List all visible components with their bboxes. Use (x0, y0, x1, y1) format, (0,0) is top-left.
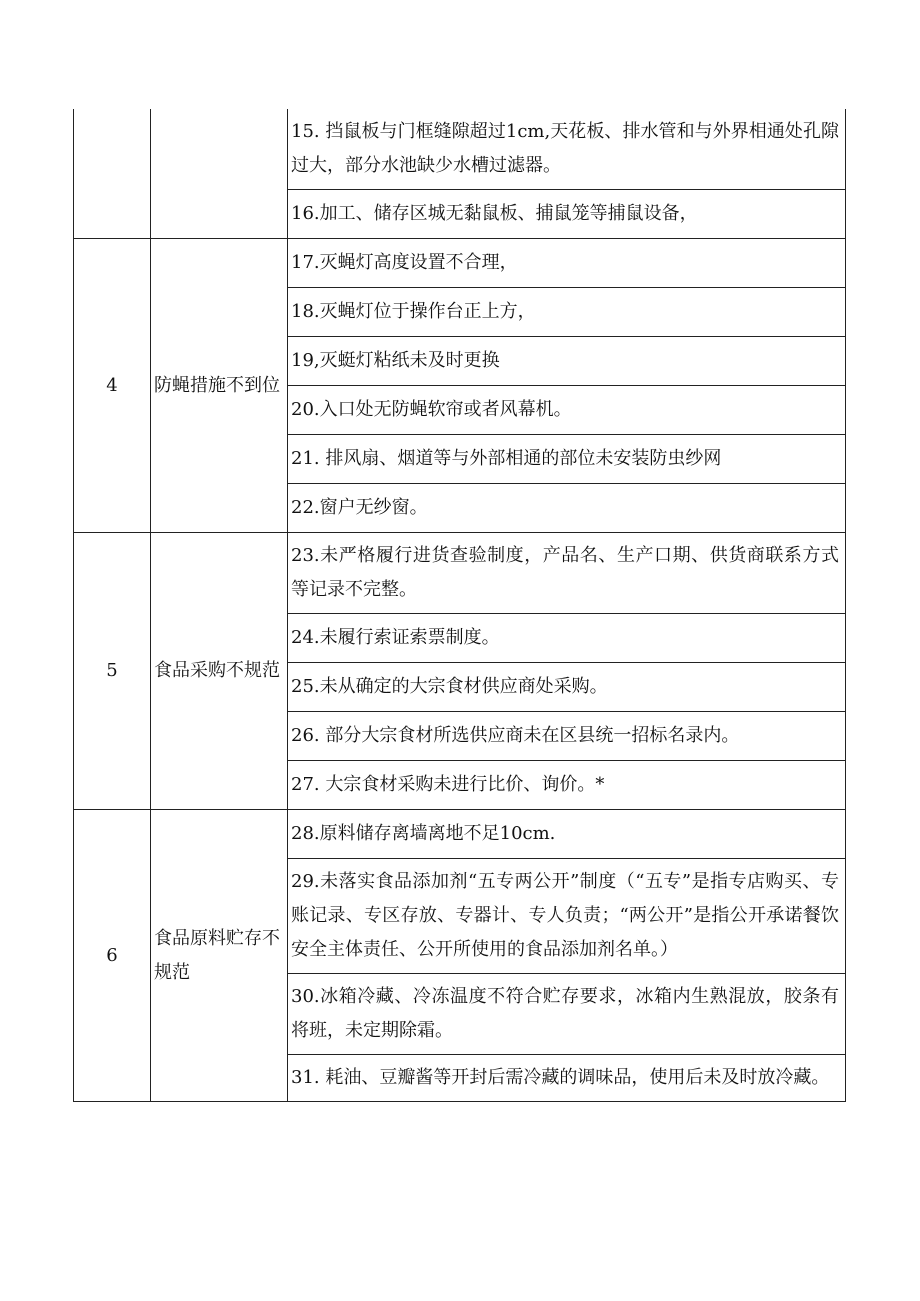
table-row (74, 810, 846, 859)
item-cell: 28.原料储存离墙离地不足10cm. (288, 810, 846, 859)
item-cell: 16.加工、储存区城无黏鼠板、捕鼠笼等捕鼠设备， (288, 190, 846, 239)
inspection-table (73, 109, 846, 1102)
row-number (74, 109, 151, 239)
item-cell: 25.未从确定的大宗食材供应商处采购。 (288, 663, 846, 712)
category-cell (151, 109, 288, 239)
row-number: 6 (74, 810, 151, 1102)
row-number: 4 (74, 239, 151, 533)
item-cell: 18.灭蝇灯位于操作台正上方， (288, 288, 846, 337)
item-cell: 26. 部分大宗食材所选供应商未在区县统一招标名录内。 (288, 712, 846, 761)
item-cell: 27. 大宗食材采购未进行比价、询价。* (288, 761, 846, 810)
table-row (74, 239, 846, 288)
item-cell: 29.未落实食品添加剂“五专两公开”制度（“五专”是指专店购买、专账记录、专区存放、专器计、专人负责；“两公开”是指公开承诺餐饮安全主体责任、公开所使用的食品添加剂名单。） (288, 859, 846, 974)
item-cell: 21. 排风扇、烟道等与外部相通的部位未安装防虫纱网 (288, 435, 846, 484)
item-cell: 15. 挡鼠板与门框缝隙超过1cm,天花板、排水管和与外界相通处孔隙过大，部分水池缺少水槽过滤器。 (288, 109, 846, 190)
category-cell: 食品原料贮存不规范 (151, 810, 288, 1102)
row-number: 5 (74, 533, 151, 810)
item-cell: 23.未严格履行进货查验制度，产品名、生产口期、供货商联系方式等记录不完整。 (288, 533, 846, 614)
item-cell: 20.入口处无防蝇软帘或者风幕机。 (288, 386, 846, 435)
item-cell: 17.灭蝇灯高度设置不合理， (288, 239, 846, 288)
item-cell: 30.冰箱冷藏、冷冻温度不符合贮存要求，冰箱内生熟混放，胶条有将班，未定期除霜。 (288, 974, 846, 1055)
item-cell: 22.窗户无纱窗。 (288, 484, 846, 533)
category-cell: 防蝇措施不到位 (151, 239, 288, 533)
table-row (74, 109, 846, 190)
item-cell: 19,灭蜓灯粘纸未及时更换 (288, 337, 846, 386)
table-row (74, 533, 846, 614)
category-cell: 食品采购不规范 (151, 533, 288, 810)
item-cell: 31. 耗油、豆瓣酱等开封后需冷藏的调味品，使用后未及时放冷藏。 (288, 1055, 846, 1102)
item-cell: 24.未履行索证索票制度。 (288, 614, 846, 663)
